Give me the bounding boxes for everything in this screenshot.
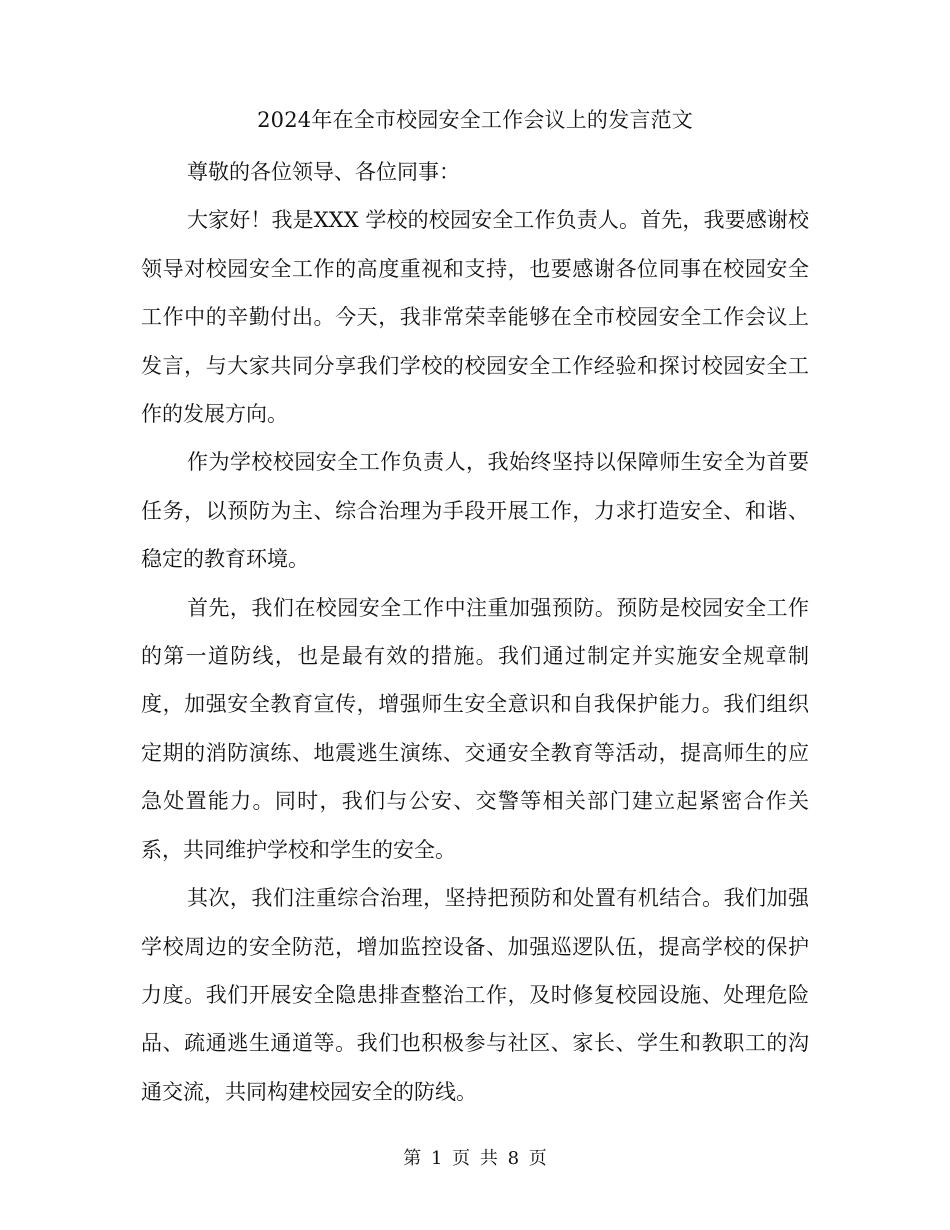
paragraph-role: 作为学校校园安全工作负责人，我始终坚持以保障师生安全为首要任务，以预防为主、综合治理为手段开展工作，力求打造安全、和谐、稳定的教育环境。 [141,450,809,572]
paragraph-governance: 其次，我们注重综合治理，坚持把预防和处置有机结合。我们加强学校周边的安全防范，增加监控设备、加强巡逻队伍，提高学校的保护力度。我们开展安全隐患排查整治工作，及时修复校园设施、处理危险品、疏通逃生通道等。我们也积极参与社区、家长、学生和教职工的沟通交流，共同构建校园安全的防线。 [141,886,809,1104]
paragraph-intro: 大家好！我是XXX 学校的校园安全工作负责人。首先，我要感谢校领导对校园安全工作的高度重视和支持，也要感谢各位同事在校园安全工作中的辛勤付出。今天，我非常荣幸能够在全市校园安全工作会议上发言，与大家共同分享我们学校的校园安全工作经验和探讨校园安全工作的发展方向。 [141,208,809,427]
salutation: 尊敬的各位领导、各位同事： [187,160,460,184]
paragraph-prevention: 首先，我们在校园安全工作中注重加强预防。预防是校园安全工作的第一道防线，也是最有效的措施。我们通过制定并实施安全规章制度，加强安全教育宣传，增强师生安全意识和自我保护能力。我们组织定期的消防演练、地震逃生演练、交通安全教育等活动，提高师生的应急处置能力。同时，我们与公安、交警等相关部门建立起紧密合作关系，共同维护学校和学生的安全。 [141,595,809,862]
page-number-footer: 第 1 页 共 8 页 [403,1148,547,1169]
document-title: 2024年在全市校园安全工作会议上的发言范文 [257,108,693,132]
document-body [141,148,809,1116]
